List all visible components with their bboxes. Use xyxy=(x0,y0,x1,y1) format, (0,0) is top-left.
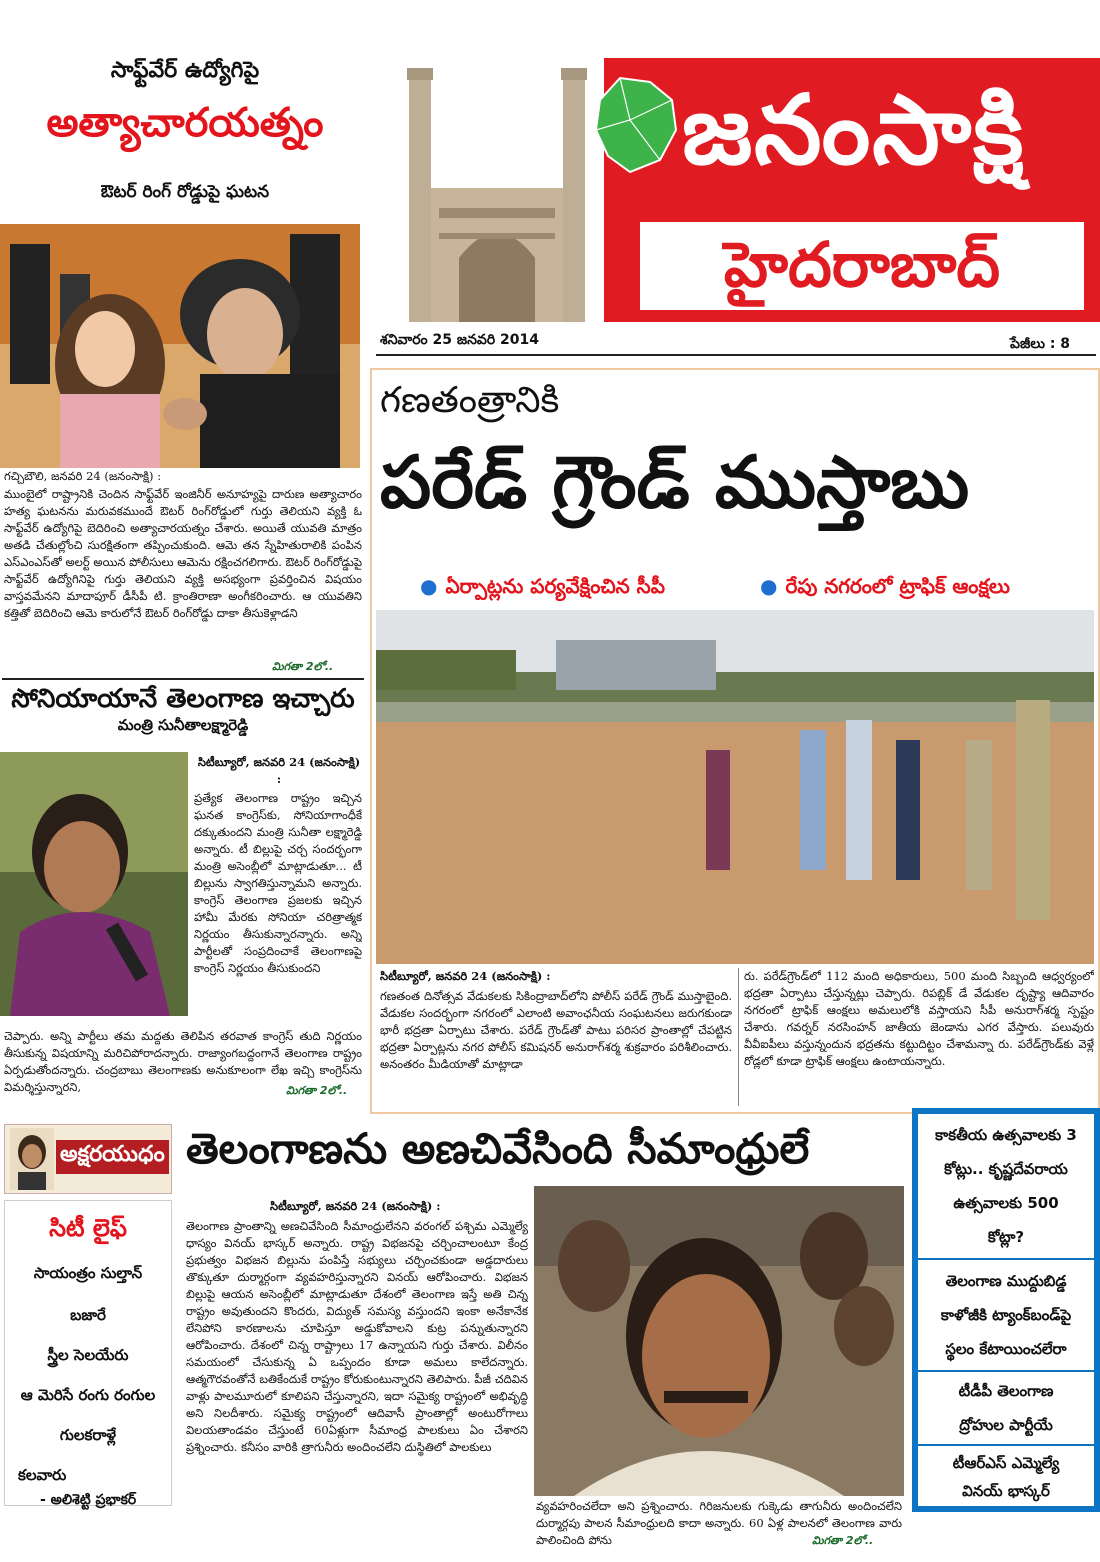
poem-line-2: బజారే xyxy=(70,1306,106,1324)
masthead-title: జనంసాక్షి xyxy=(682,74,1026,186)
divider xyxy=(918,1370,1094,1372)
sidebar-line-11: వినయ్ భాస్కర్ xyxy=(962,1482,1050,1500)
sidebar-line-6: కాళోజీకి ట్యాంక్‌బండ్‌పై xyxy=(940,1306,1072,1324)
sidebar-line-7: స్థలం కేటాయించలేరా xyxy=(945,1340,1067,1358)
illustration-attack xyxy=(0,224,360,468)
sidebar-line-1: కాకతీయ ఉత్సవాలకు 3 xyxy=(935,1126,1077,1144)
poem-line-5: గులకరాళ్లే xyxy=(59,1426,117,1444)
lead-body-col2: రు. పరేడ్‌గ్రౌండ్‌లో 112 మంది అధికారులు, 500 మంది సిబ్బంది ఆధ్వర్యంలో భద్రతా ఏర్పాటు చేస్తున్నట్లు చెప్పారు. రిపబ్లిక్ డే వేడుకల దృష్ట్యా ఆదివారం నగరంలో ట్రాఫిక్ ఆంక్షలు అమలులోకి వస్తాయని సీపీ అనురాగ్‌శర్మ స్పష్టం చేశారు. గవర్నర్ నరసింహన్ జాతీయ జెండాను ఎగర వేస్తారు. పలువురు వీవీఐపీలు వస్తున్నందున భద్రతను కట్టుదిట్టం చేశామన్నా రు. పరేడ్‌గ్రౌండ్‌కు వెళ్లే రోడ్లలో కూడా ట్రాఫిక్ ఆంక్షలు ఉంటాయన్నారు. xyxy=(744,969,1094,1068)
sidebar-line-4: కోట్లా? xyxy=(987,1228,1025,1246)
sidebar-line-10: టీఆర్ఎస్ ఎమ్మెల్యే xyxy=(952,1454,1060,1472)
poem-line-3: స్త్రీల సెలయేరు xyxy=(47,1346,129,1364)
lead-kicker: గణతంత్రానికి xyxy=(380,380,560,421)
story1-dateline: గచ్చిబౌలి, జనవరి 24 (జనంసాక్షి) : xyxy=(4,469,162,483)
lead-body-col1: గణతంత దినోత్సవ వేడుకలకు సికింద్రాబాద్‌లోని పోలీస్ పరేడ్ గ్రౌండ్ ముస్తాబైంది. వేడుకల సందర్భంగా నగరంలో ఎలాంటి అవాంఛనీయ సంఘటనలు జరుగకుండా భారీ భద్రతా ఏర్పాటు చేశారు. పరేడ్ గ్రౌండ్‌తో పాటు పరిసర ప్రాంతాల్లో చేపట్టిన భద్రతా ఏర్పాట్లను నగర పోలీస్ కమిషనర్ అనురాగ్‌శర్మ శుక్రవారం పరిశీలించారు. అనంతరం మీడియాతో మాట్లాడా xyxy=(380,989,732,1071)
sidebar-line-2: కోట్లు.. కృష్ణదేవరాయ xyxy=(944,1160,1068,1178)
page-count: పేజీలు : 8 xyxy=(1010,336,1071,352)
lead-headline: పరేడ్ గ్రౌండ్ ముస్తాబు xyxy=(380,440,970,524)
issue-date: శనివారం 25 జనవరి 2014 xyxy=(380,332,539,348)
sidebar-line-5: తెలంగాణ ముద్దుబిడ్డ xyxy=(945,1272,1067,1290)
story1-subhead: ఔటర్ రింగ్ రోడ్డుపై ఘటన xyxy=(100,182,270,202)
sidebar-line-8: టీడీపీ తెలంగాణ xyxy=(958,1382,1054,1400)
story2-dateline: సిటీబ్యూరో, జనవరి 24 (జనంసాక్షి) : xyxy=(197,755,361,786)
divider xyxy=(376,354,1096,356)
photo-minister xyxy=(0,752,188,1016)
column-rule xyxy=(738,968,739,1106)
sidebar-line-3: ఉత్సవాలకు 500 xyxy=(953,1194,1059,1212)
divider xyxy=(918,1258,1094,1260)
poem-line-4: ఆ మెరిసే రంగు రంగుల xyxy=(20,1386,156,1404)
story3-body: తెలంగాణ ప్రాంతాన్ని అణచివేసింది సీమాంధ్రులేనని వరంగల్ పశ్చిమ ఎమ్మెల్యే ధాస్యం వినయ్ భాస్కర్ అన్నారు. రాష్ట్ర విభజనపై చర్చించాలంటూ కేంద్ర ప్రభుత్వం విభజన బిల్లును పంపిస్తే సభ్యులు చర్చించకుండా అడ్డదారులు తొక్కుతూ దుర్మార్గంగా వ్యవహరిస్తున్నారని వినయ్ ఆరోపించారు. విభజన బిల్లుపై ఆయన అసెంబ్లీలో మాట్లాడుతూ దేశంలో తెలంగాణ ఇస్తే అతి చిన్న రాష్ట్రం అవుతుందని కొందరు, విద్యుత్ సమస్య వస్తుందని ఇంకా అనేకానేక లేనిపోని కారణాలను చూపిస్తూ అడ్డుకోవాలని కుట్ర పన్నుతున్నారని ఆరోపించారు. దేశంలో చిన్న రాష్ట్రాలు 17 ఉన్నాయని గుర్తు చేశారు. విలీనం సమయంలో చేసుకున్న ఏ ఒప్పందం కూడా అమలు కాలేదన్నారు. ఆత్మగౌరవంతోనే బతికేందుకే రాష్ట్రం కోరుకుంటున్నారని తెలిపారు. పీజీ చదివిన వాళ్లు పాలమూరులో కూలిపని చేస్తున్నారని, ఇదా సమైక్య రాష్ట్రంలో అభివృద్ధి అని నిలదీశారు. సమైక్య రాష్ట్రంలో ఆదివాసీ ప్రాంతాల్లో అంటురోగాలు విలయతాండవం చేస్తుంటే 60ఏళ్లుగా సీమాంధ్ర పాలకులు ఏం చేశారని ప్రశ్నించారు. కనీసం వారికి త్రాగునీరు అందించలేని దుస్థితిలో పాలకులు xyxy=(186,1219,528,1454)
story3-more-link[interactable]: మిగతా 2లో.. xyxy=(812,1534,874,1547)
poet-portrait-icon xyxy=(10,1128,54,1190)
story2-body-column: ప్రత్యేక తెలంగాణ రాష్ట్రం ఇచ్చిన ఘనత కాంగ్రెస్‌కు, సోనియాగాంధీకే దక్కుతుందని మంత్రి సునీతా లక్ష్మారెడ్డి అన్నారు. టీ బిల్లుపై చర్చ సందర్భంగా మంత్రి అసెంబ్లీలో మాట్లాడుతూ... టీ బిల్లును స్వాగతిస్తున్నామని అన్నారు. కాంగ్రెస్ తెలంగాణ ప్రజలకు ఇచ్చిన హామీ మేరకు సోనియా చరిత్రాత్మక నిర్ణయం తీసుకున్నారన్నారు. అన్ని పార్టీలతో సంప్రదించాకే తెలంగాణపై కాంగ్రెస్ నిర్ణయం తీసుకుందని xyxy=(194,791,362,975)
sidebar-line-9: ద్రోహుల పార్టీయే xyxy=(959,1416,1053,1434)
parade-ground-photo xyxy=(376,610,1094,964)
lead-dateline: సిటీబ్యూరో, జనవరి 24 (జనంసాక్షి) : xyxy=(380,969,551,983)
charminar-photo xyxy=(379,58,615,322)
photo-mla xyxy=(534,1186,904,1496)
story3-dateline: సిటీబ్యూరో, జనవరి 24 (జనంసాక్షి) : xyxy=(270,1199,441,1213)
lead-bullet-2: ● రేపు నగరంలో ట్రాఫిక్ ఆంక్షలు xyxy=(760,574,1010,598)
poem-author: - అలిశెట్టి ప్రభాకర్ xyxy=(40,1492,137,1508)
divider xyxy=(2,678,364,680)
story2-subhead: మంత్రి సునీతాలక్ష్మారెడ్డి xyxy=(117,716,249,734)
column-logo: అక్షరయుధం xyxy=(56,1140,169,1174)
telangana-map-icon xyxy=(590,70,682,178)
story3-body-continued: వ్యవహరించలేదా అని ప్రశ్నించారు. గిరిజనులకు గుక్కెడు తాగునీరు అందించలేని దుర్మార్గపు పాలన సీమాంధ్రులది కాదా అన్నారు. 60 ఏళ్ల పాలనలో తెలంగాణ వారు పాలించింది పోను xyxy=(536,1499,902,1547)
story2-body: చెప్పారు. అన్ని పార్టీలు తమ మద్దతు తెలిపిన తరవాత కాంగ్రెస్ తుది నిర్ణయం తీసుకున్న విషయాన్ని మరిచిపోరాదన్నారు. రాజ్యాంగబద్దంగానే తెలంగాణ రాష్ట్రం ఏర్పడుతోందన్నారు. చంద్రబాబు తెలంగాణకు అనుకూలంగా లేఖ ఇచ్చి కాంగ్రెస్‌ను విమర్శిస్తున్నారని, xyxy=(4,1029,362,1094)
story3-headline: తెలంగాణను అణచివేసింది సీమాంధ్రులే xyxy=(186,1124,810,1173)
masthead-edition: హైదరాబాద్ xyxy=(723,228,1001,301)
poem-line-1: సాయంత్రం సుల్తాన్ xyxy=(33,1264,143,1282)
poem-line-6: కలవారు xyxy=(18,1466,67,1484)
story1-kicker: సాఫ్ట్‌వేర్ ఉద్యోగిపై xyxy=(110,58,260,83)
lead-bullet-1: ● ఏర్పాట్లను పర్యవేక్షించిన సీపీ xyxy=(420,574,665,598)
story1-body: ముంబైలో రాష్ట్రానికి చెందిన సాఫ్ట్‌వేర్ ఇంజినీర్ అనూహ్యపై దారుణ అత్యాచారం హత్య ఘటనను మరువకముందే ఔటర్ రింగ్‌రోడ్డులో గుర్తు తెలియని వ్యక్తి ఓ సాఫ్ట్‌వేర్ ఉద్యోగిపై బెదిరించి అత్యాచారయత్నం చేశారు. అయితే యువతి మాత్రం అతడి చేతుల్లోంచి సురక్షితంగా తప్పించుకుంది. ఆమె తన స్నేహితురాలికి పంపిన ఎస్ఎంఎస్‌తో అలర్ట్ అయిన పోలీసులు ఆమెను రక్షించగలిగారు. ఔటర్ రింగ్‌రోడ్డుపై సాఫ్ట్‌వేర్ ఉద్యోగినిపై గుర్తు తెలియని వ్యక్తి అసభ్యంగా ప్రవర్తించిన విషయం వాస్తవమేనని మాదాపూర్ డీసీపీ టి. క్రాంతిరాణా అంగీకరించారు. ఆ యువతిని కత్తితో బెదిరించి ఆమె కారులోనే ఔటర్ రింగ్‌రోడ్డు దాకా తీసుకెళ్లాడని xyxy=(4,487,362,620)
column-title: సిటీ లైఫ్ xyxy=(49,1214,127,1242)
story2-headline: సోనియాయానే తెలంగాణ ఇచ్చారు xyxy=(11,684,355,714)
story2-more-link[interactable]: మిగతా 2లో.. xyxy=(286,1084,348,1097)
story1-headline: అత్యాచారయత్నం xyxy=(46,100,324,146)
story1-more-link[interactable]: మిగతా 2లో.. xyxy=(272,660,334,673)
